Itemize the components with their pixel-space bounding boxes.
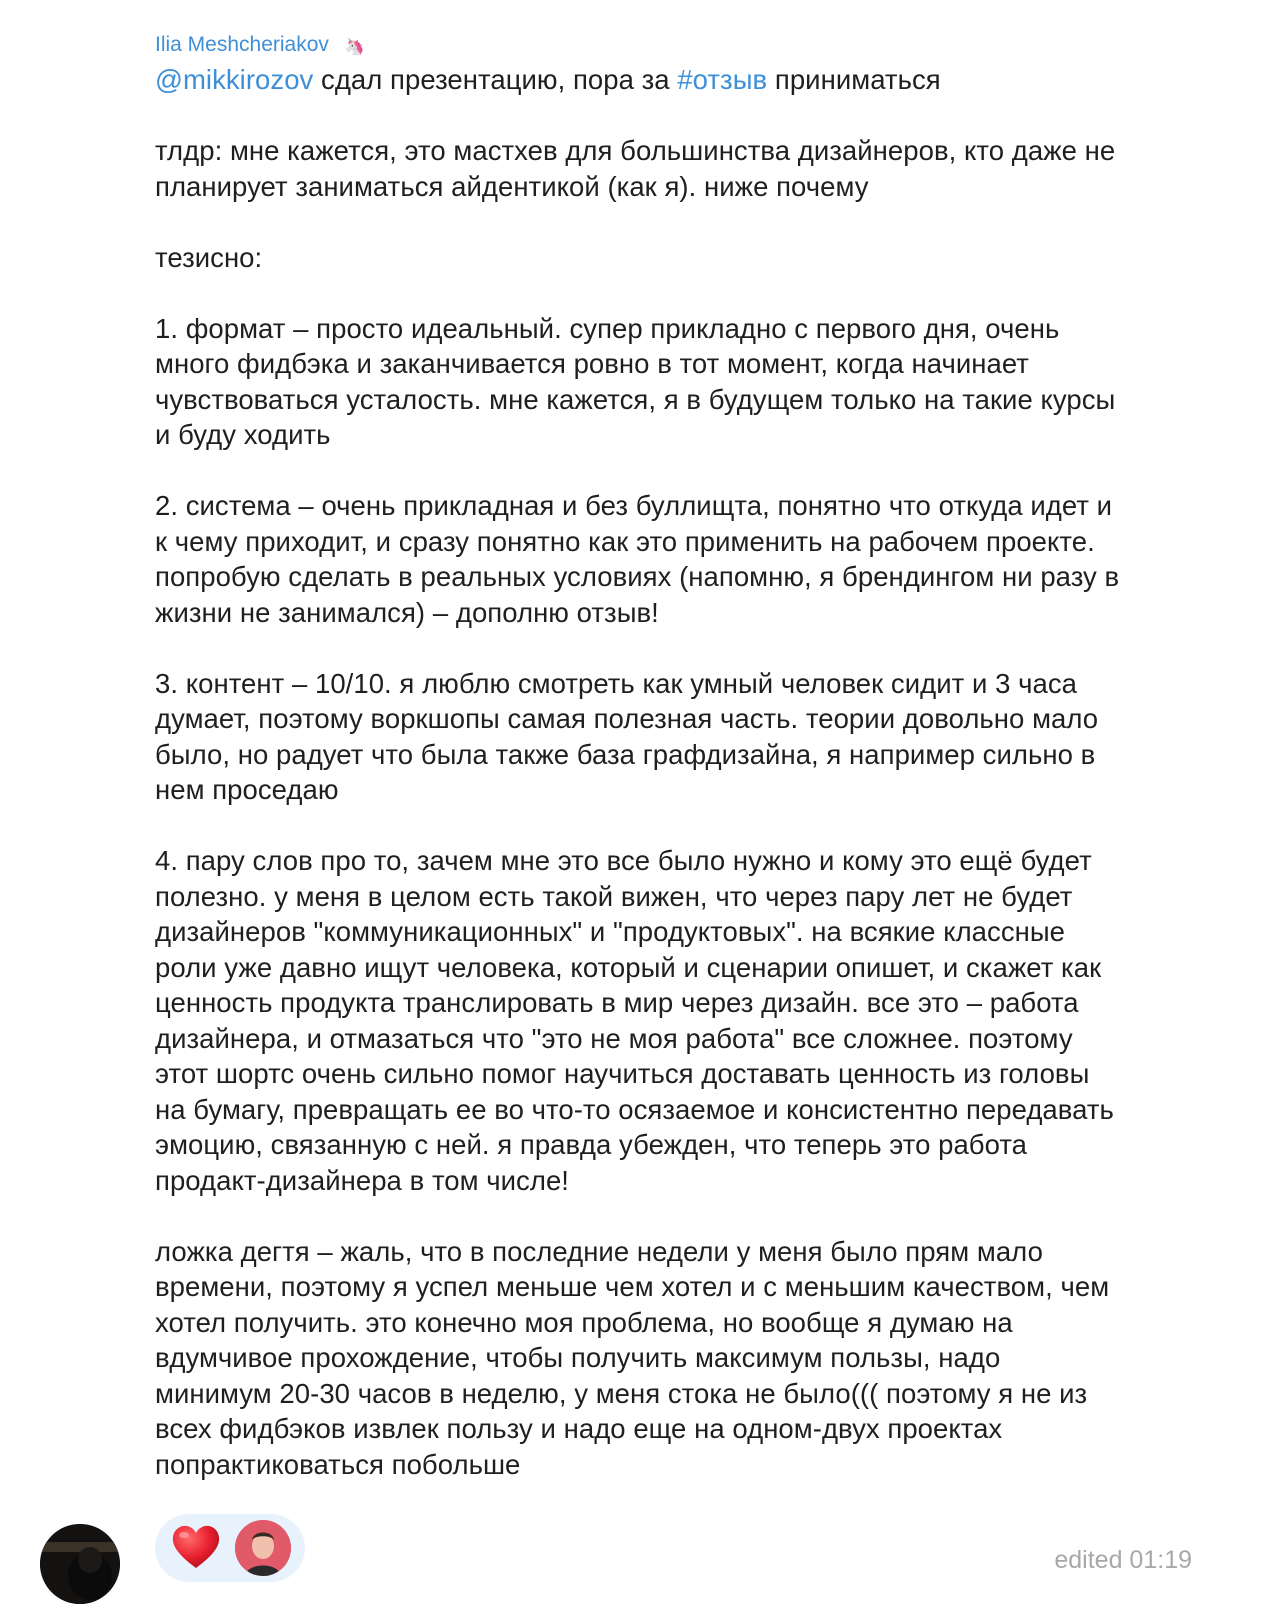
text-line: планирует заниматься айдентикой (как я). ниже почему xyxy=(155,170,869,202)
text-line: попрактиковаться побольше xyxy=(155,1448,521,1480)
text-line: тлдр: мне кажется, это мастхев для большинства дизайнеров, кто даже не xyxy=(155,135,1116,166)
paragraph-gap xyxy=(155,1198,1245,1234)
text-line: хотел получить. это конечно моя проблема, но вообще я думаю на xyxy=(155,1306,1013,1338)
text-line: ценность продукта транслировать в мир через дизайн. все это – работа xyxy=(155,987,1079,1018)
paragraph-gap xyxy=(155,630,1245,666)
text-line: тезисно: xyxy=(155,241,263,273)
avatar-photo xyxy=(40,1524,120,1604)
text-line: 4. пару слов про то, зачем мне это все было нужно и кому это ещё будет xyxy=(155,845,1092,876)
text-line: 2. система – очень прикладная и без буллищта, понятно что откуда идет и xyxy=(155,490,1113,521)
intro-text: сдал презентацию, пора за xyxy=(313,64,678,95)
paragraph-gap xyxy=(155,204,1245,240)
intro-line xyxy=(155,62,1245,98)
text-line: вдумчивое прохождение, чтобы получить максимум пользы, надо xyxy=(155,1342,1001,1373)
author-emoji: 🦄 xyxy=(344,39,365,56)
text-line: было, но радует что была также база графдизайна, я например сильно в xyxy=(155,738,1096,770)
text-line: всех фидбэков извлек пользу и надо еще на одном-двух проектах xyxy=(155,1413,1003,1444)
text-line: времени, поэтому я успел меньше чем хотел и с меньшим качеством, чем xyxy=(155,1271,1110,1302)
sender-avatar[interactable] xyxy=(40,1524,120,1604)
reactions-bar[interactable] xyxy=(155,1514,305,1582)
text-line: чувствоваться усталость. мне кажется, я в будущем только на такие курсы xyxy=(155,383,1116,415)
text-line: ложка дегтя – жаль, что в последние недели у меня было прям мало xyxy=(155,1235,1043,1267)
message-bubble xyxy=(155,28,1245,1482)
paragraph-gap xyxy=(155,98,1245,134)
paragraph-gap xyxy=(155,453,1245,489)
text-line: этот шортс очень сильно помог научиться доставать ценность из головы xyxy=(155,1058,1090,1089)
author-name[interactable]: Ilia Meshcheriakov xyxy=(155,33,329,56)
author-row xyxy=(155,28,1245,62)
message-text xyxy=(155,62,1245,1482)
text-line: 1. формат – просто идеальный. супер прикладно с первого дня, очень xyxy=(155,312,1060,344)
text-line: продакт-дизайнера в том числе! xyxy=(155,1164,569,1196)
text-line: попробую сделать в реальных условиях (напомню, я брендингом ни разу в xyxy=(155,561,1120,592)
reactor-avatar[interactable] xyxy=(235,1520,291,1576)
text-line: полезно. у меня в целом есть такой вижен, что через пару лет не будет xyxy=(155,880,1073,912)
text-line: эмоцию, связанную с ней. я правда убежден, что теперь это работа xyxy=(155,1129,1028,1160)
text-line: нем проседаю xyxy=(155,774,339,805)
mention-link[interactable]: @mikkirozov xyxy=(155,64,314,95)
reactor-photo xyxy=(235,1520,291,1576)
text-line: на бумагу, превращать ее во что-то осязаемое и консистентно передавать xyxy=(155,1093,1114,1125)
intro-text-end: приниматься xyxy=(767,64,941,95)
text-line: 3. контент – 10/10. я люблю смотреть как умный человек сидит и 3 часа xyxy=(155,667,1077,699)
message-meta: edited 01:19 xyxy=(1054,1546,1192,1574)
text-line: жизни не занимался) – дополню отзыв! xyxy=(155,596,659,628)
hashtag-link[interactable]: #отзыв xyxy=(677,64,768,95)
paragraph-gap xyxy=(155,275,1245,311)
text-line: и буду ходить xyxy=(155,419,331,450)
text-line: минимум 20-30 часов в неделю, у меня стока не было((( поэтому я не из xyxy=(155,1377,1088,1409)
text-line: думает, поэтому воркшопы самая полезная часть. теории довольно мало xyxy=(155,703,1099,734)
text-line: дизайнеров "коммуникационных" и "продуктовых". на всякие классные xyxy=(155,916,1066,947)
text-line: к чему приходит, и сразу понятно как это применить на рабочем проекте. xyxy=(155,525,1095,557)
text-line: много фидбэка и заканчивается ровно в тот момент, когда начинает xyxy=(155,348,1029,379)
paragraph-gap xyxy=(155,808,1245,844)
heart-icon[interactable] xyxy=(169,1521,223,1575)
text-line: роли уже давно ищут человека, который и сценарии опишет, и скажет как xyxy=(155,951,1102,983)
text-line: дизайнера, и отмазаться что "это не моя работа" все сложнее. поэтому xyxy=(155,1022,1073,1054)
